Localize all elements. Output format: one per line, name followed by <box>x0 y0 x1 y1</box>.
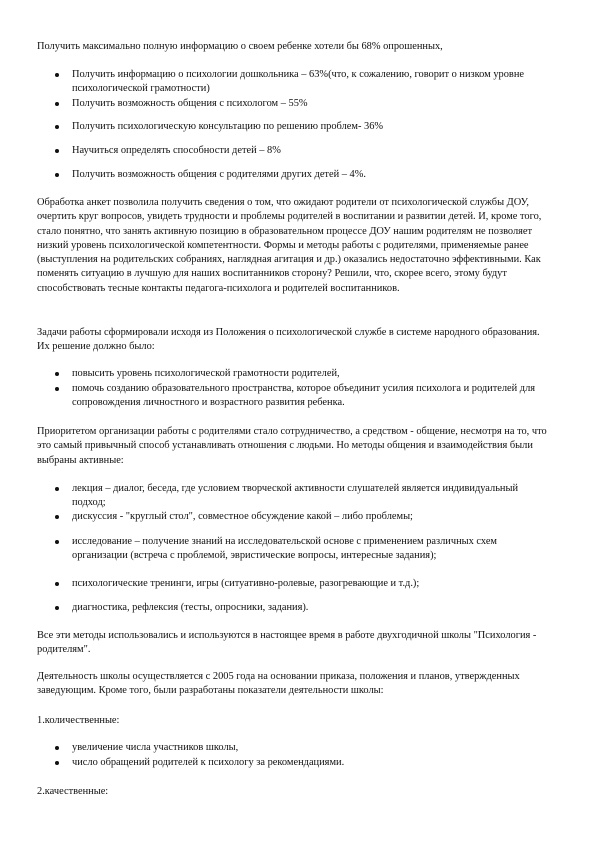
list-item: Получить возможность общения с родителями других детей – 4%. <box>72 168 552 182</box>
list-item: диагностика, рефлексия (тесты, опросники, задания). <box>72 601 552 615</box>
list-item: Научиться определять способности детей – 8% <box>72 144 552 158</box>
expectations-paragraph: Обработка анкет позволила получить сведения о том, что ожидают родители от психологической службы ДОУ, очертить круг вопросов, увидеть трудности и проблемы родителей в воспитании и развитии детей. И, кроме того, стало понятно, что занять активную позицию в образовательном процессе ДОУ нашим родителям не позволяет низкий уровень психологической компетентности. Формы и методы работы с родителями, применяемые ранее (выступления на родительских собраниях, наглядная агитация и др.) оказались недостаточно эффективными. Как поменять ситуацию в лучшую для наших воспитанников сторону? Решили, что, скорее всего, этому будут способствовать тесные контакты педагога-психолога и родителей воспитанников. <box>37 197 542 294</box>
priority-paragraph: Приоритетом организации работы с родителями стало сотрудничество, а средством - общение, несмотря на то, что это самый привычный способ устанавливать отношения с людьми. Но методы общения и взаимодействия были выбраны активные: <box>37 426 547 466</box>
list-item: Получить информацию о психологии дошкольника – 63%(что, к сожалению, говорит о низком уровне психологической грамотности) <box>72 68 552 97</box>
intro-paragraph: Получить максимально полную информацию о своем ребенке хотели бы 68% опрошенных, <box>37 41 443 52</box>
list-item: психологические тренинги, игры (ситуативно-ролевые, разогревающие и т.д.); <box>72 577 552 591</box>
list-item: число обращений родителей к психологу за рекомендациями. <box>72 756 552 770</box>
list-item: лекция – диалог, беседа, где условием творческой активности слушателей является индивидуальный подход; <box>72 482 552 511</box>
school-methods-paragraph: Все эти методы использовались и используются в настоящее время в работе двухгодичной школы "Психология - родителям". <box>37 630 537 656</box>
list-item: Получить возможность общения с психологом – 55% <box>72 97 552 111</box>
list-item: повысить уровень психологической грамотности родителей, <box>72 367 552 381</box>
tasks-intro-paragraph: Задачи работы сформировали исходя из Положения о психологической службе в системе народного образования. Их решение должно было: <box>37 327 540 353</box>
list-item: исследование – получение знаний на исследовательской основе с применением различных схем организации (встреча с проблемой, эвристические вопросы, интересные задания); <box>72 535 552 564</box>
list-item: Получить психологическую консультацию по решению проблем- 36% <box>72 120 552 134</box>
list-item: увеличение числа участников школы, <box>72 741 552 755</box>
list-item: дискуссия - "круглый стол", совместное обсуждение какой – либо проблемы; <box>72 510 552 524</box>
list-item: помочь созданию образовательного пространства, которое объединит усилия психолога и родителей для сопровождения личностного и возрастного развития ребенка. <box>72 382 552 411</box>
qualitative-heading: 2.качественные: <box>37 786 109 797</box>
quantitative-heading: 1.количественные: <box>37 715 120 726</box>
school-activity-paragraph: Деятельность школы осуществляется с 2005 года на основании приказа, положения и планов, утвержденных заведующим. Кроме того, были разработаны показатели деятельности школы: <box>37 671 520 697</box>
